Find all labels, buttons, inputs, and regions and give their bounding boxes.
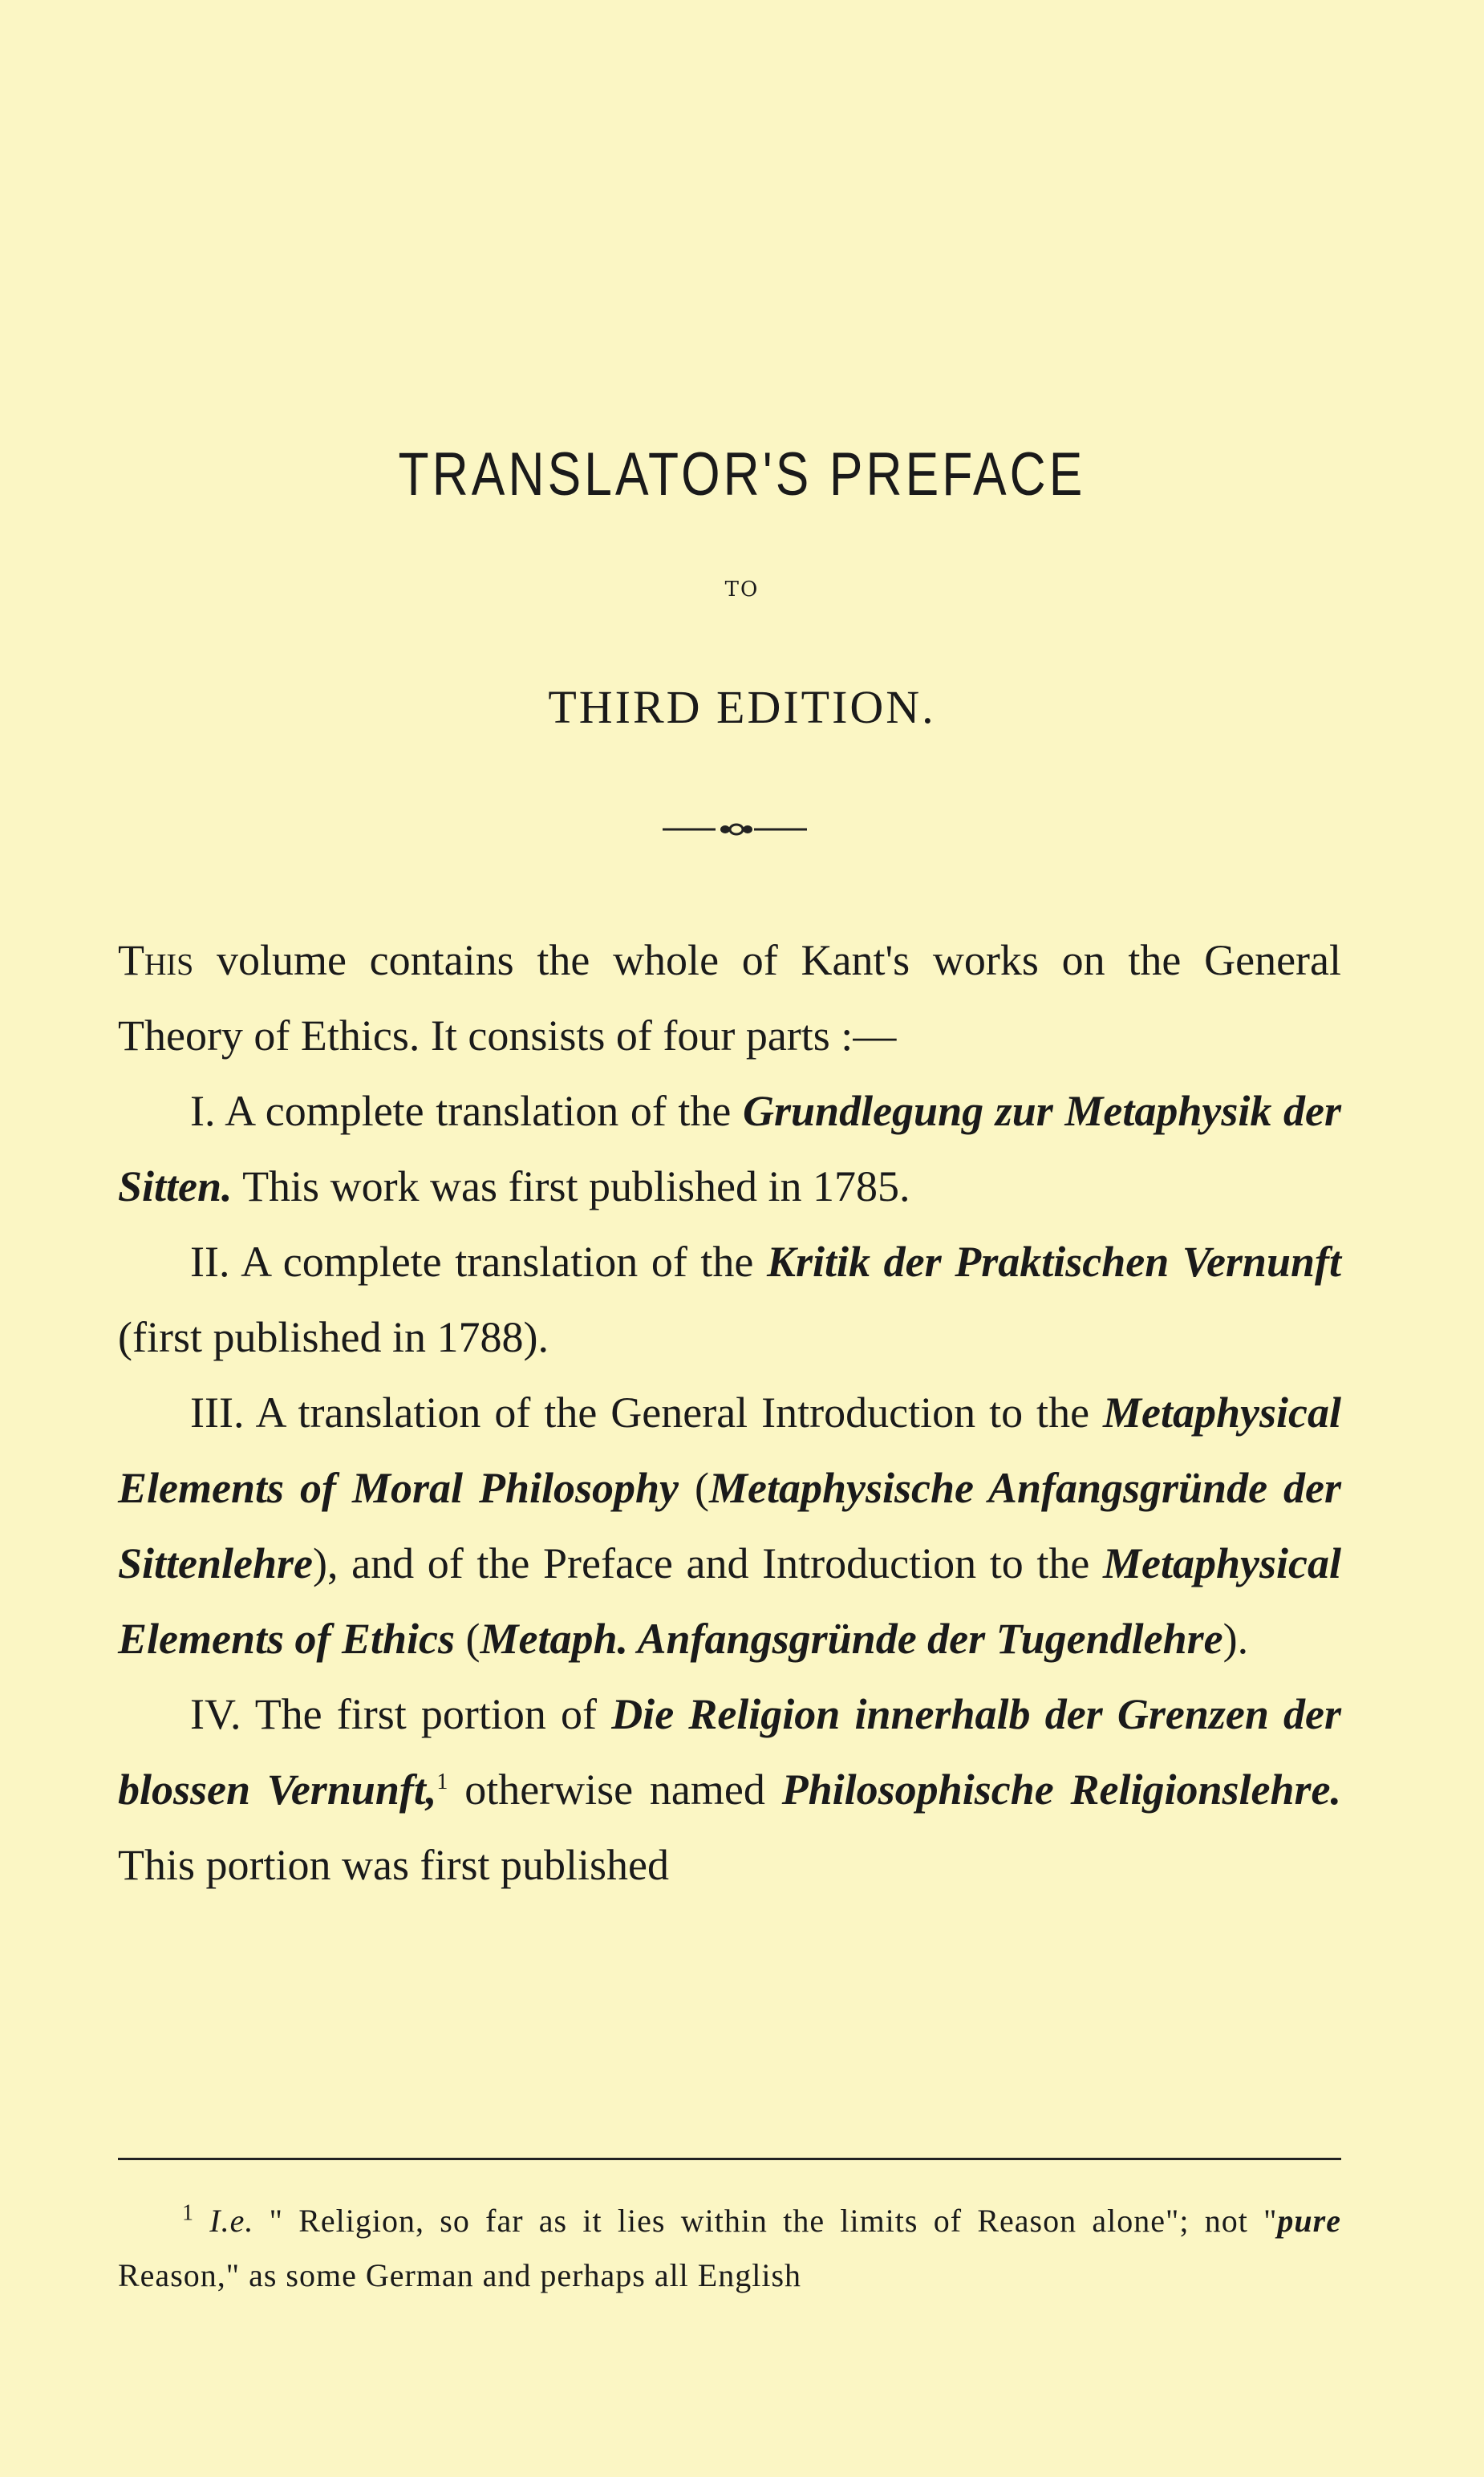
- part-2-paragraph: [118, 1224, 1341, 1375]
- part-1-title: Grundlegung zur Metaphysik der Sitten.: [118, 1087, 1341, 1210]
- part-3-title-3: Metaphysical Elements of Ethics: [118, 1539, 1341, 1663]
- part-3-title-4: Metaph. Anfangsgründe der Tugendlehre: [480, 1615, 1223, 1663]
- preface-body: [118, 922, 1341, 1903]
- footnote-reference: 1: [436, 1770, 448, 1794]
- ornament-divider: [663, 820, 807, 839]
- part-3-close: ).: [1222, 1615, 1249, 1663]
- intro-paragraph: [118, 922, 1341, 1073]
- footnote-ie: I.e.: [209, 2203, 254, 2239]
- part-2-prefix: II. A complete translation of the: [190, 1238, 768, 1286]
- part-2-title: Kritik der Praktischen Vernunft: [767, 1238, 1342, 1286]
- part-3-mid: ), and of the Preface and Introduction to the: [313, 1539, 1104, 1587]
- part-3-prefix: III. A translation of the General Introduction to the: [190, 1388, 1104, 1437]
- part-3-title-1: Metaphysical Elements of Moral Philosophy: [118, 1388, 1341, 1512]
- part-4-suffix: This portion was first published: [118, 1841, 669, 1889]
- intro-first-word: This: [118, 936, 194, 984]
- part-4-paragraph: [118, 1676, 1341, 1903]
- edition-heading: THIRD EDITION.: [548, 681, 936, 733]
- part-2-suffix: (first published in 1788).: [118, 1313, 549, 1361]
- title-connector: TO: [724, 578, 760, 602]
- part-1-prefix: I. A complete translation of the: [190, 1087, 743, 1135]
- part-4-prefix: IV. The first portion of: [190, 1690, 612, 1738]
- part-1-suffix: This work was first published in 1785.: [232, 1162, 910, 1210]
- part-4-title: Die Religion innerhalb der Grenzen der blossen Vernunft,: [118, 1690, 1341, 1814]
- part-3-paragraph: [118, 1375, 1341, 1676]
- part-3-title-2: Metaphysische Anfangsgründe der Sittenlehre: [118, 1464, 1342, 1587]
- part-1-paragraph: [118, 1073, 1341, 1224]
- intro-text: volume contains the whole of Kant's works on the General Theory of Ethics. It consists of four parts :—: [118, 936, 1341, 1060]
- footnote-text-1: " Religion, so far as it lies within the limits of Reason alone"; not ": [253, 2203, 1278, 2239]
- part-4-mid: otherwise named: [448, 1766, 782, 1814]
- part-3-open: (: [679, 1464, 709, 1512]
- footnote-text-2: Reason," as some German and perhaps all English: [118, 2257, 802, 2293]
- part-3-open-2: (: [455, 1615, 480, 1663]
- part-4-title-2: Philosophische Religionslehre.: [781, 1766, 1342, 1814]
- footnote-pure: pure: [1277, 2203, 1341, 2239]
- footnote-separator: [118, 2158, 1341, 2160]
- page-title: TRANSLATOR'S PREFACE: [398, 440, 1086, 509]
- footnote-marker: 1: [182, 2200, 194, 2226]
- footnote: [118, 2194, 1341, 2303]
